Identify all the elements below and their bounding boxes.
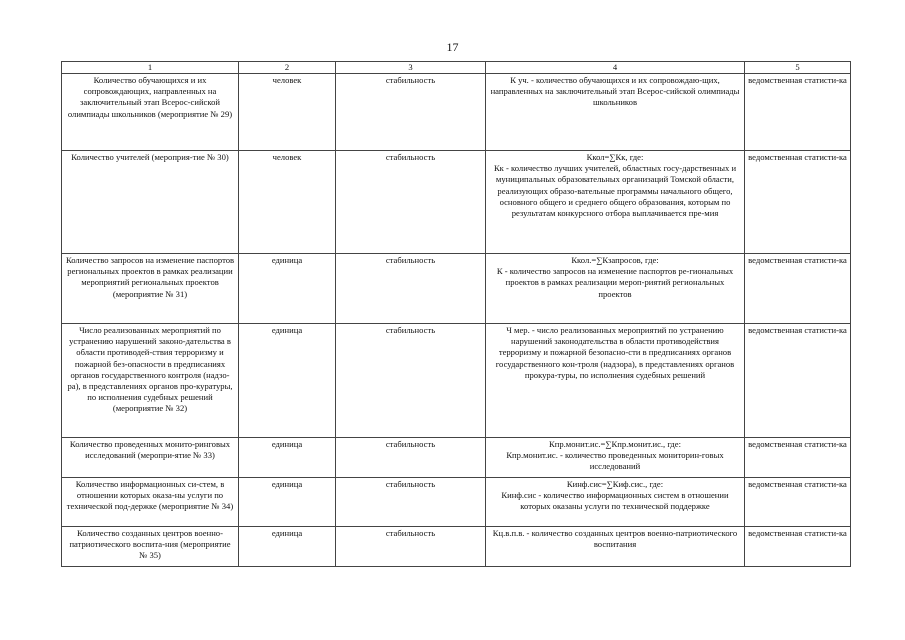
formula-cell [486, 74, 745, 151]
formula-line: Ккол=∑Кк, где: [586, 152, 644, 162]
table-header-row [62, 62, 851, 74]
table-row [62, 74, 851, 151]
formula-line: Кпр.монит.ис.=∑Кпр.монит.ис., где: [549, 439, 681, 449]
source-cell: ведомственная статисти-ка [745, 478, 851, 527]
indicator-cell: Количество созданных центров военно-патриотического воспита-ния (мероприятие № 35) [62, 527, 239, 567]
page-number: 17 [446, 40, 459, 54]
indicator-cell: Количество запросов на изменение паспортов региональных проектов в рамках реализации мероприятий региональных проектов (мероприятие № 31) [62, 254, 239, 324]
dynamics-cell: стабильность [336, 478, 486, 527]
dynamics-cell: стабильность [336, 527, 486, 567]
formula-cell [486, 527, 745, 567]
unit-cell: единица [239, 324, 336, 438]
source-cell: ведомственная статисти-ка [745, 151, 851, 254]
column-header: 4 [486, 62, 745, 74]
indicator-cell: Количество учителей (мероприя-тие № 30) [62, 151, 239, 254]
formula-line: К уч. - количество обучающихся и их сопровождаю-щих, направленных на заключительный этап Всерос-сийской олимпиады школьников [490, 75, 740, 108]
unit-cell: человек [239, 151, 336, 254]
dynamics-cell: стабильность [336, 74, 486, 151]
table-row [62, 324, 851, 438]
formula-line: Ч мер. - число реализованных мероприятий по устранению нарушений законодательства в области противодействия терроризму и пожарной безопасно-сти в предписаниях органов государственного кон-троля (надзора), в представлениях органов прокура-туры, по исполнения судебных решений [495, 325, 735, 380]
dynamics-cell: стабильность [336, 324, 486, 438]
formula-line: Кинф.сис - количество информационных систем в отношении которых оказаны услуги по технической поддержке [501, 490, 729, 512]
table-row [62, 527, 851, 567]
column-header: 1 [62, 62, 239, 74]
column-header: 5 [745, 62, 851, 74]
indicators-table [61, 61, 851, 567]
unit-cell: человек [239, 74, 336, 151]
formula-cell [486, 254, 745, 324]
unit-cell: единица [239, 438, 336, 478]
formula-cell [486, 438, 745, 478]
dynamics-cell: стабильность [336, 151, 486, 254]
formula-cell [486, 151, 745, 254]
source-cell: ведомственная статисти-ка [745, 324, 851, 438]
formula-line: Кинф.сис=∑Киф.сис., где: [566, 479, 664, 489]
unit-cell: единица [239, 254, 336, 324]
formula-cell [486, 478, 745, 527]
indicator-cell: Число реализованных мероприятий по устранению нарушений законо-дательства в области противодей-ствия терроризму и пожарной без-опасности в предписаниях органов государственного контроля (надзо-ра), в представлениях органов про-куратуры, по исполнения судебных решений (мероприятие № 32) [62, 324, 239, 438]
column-header: 2 [239, 62, 336, 74]
unit-cell: единица [239, 527, 336, 567]
table-row [62, 478, 851, 527]
source-cell: ведомственная статисти-ка [745, 254, 851, 324]
table-row [62, 254, 851, 324]
column-header: 3 [336, 62, 486, 74]
formula-line: Ккол.=∑Кзапросов, где: [571, 255, 659, 265]
formula-cell [486, 324, 745, 438]
dynamics-cell: стабильность [336, 254, 486, 324]
table-row [62, 151, 851, 254]
dynamics-cell: стабильность [336, 438, 486, 478]
formula-line: Кпр.монит.ис. - количество проведенных мониторин-говых исследований [506, 450, 724, 472]
unit-cell: единица [239, 478, 336, 527]
indicator-cell: Количество обучающихся и их сопровождающих, направленных на заключительный этап Всерос-сийской олимпиады школьников (мероприятие № 29) [62, 74, 239, 151]
indicator-cell: Количество проведенных монито-ринговых исследований (меропри-ятие № 33) [62, 438, 239, 478]
formula-line: Кк - количество лучших учителей, областных госу-дарственных и муниципальных образовательных организаций Томской области, реализующих образо-вательные программы начального общего, основного общего и среднего общего образования, которым по результатам конкурсного отбора выплачивается пре-мия [493, 163, 737, 219]
source-cell: ведомственная статисти-ка [745, 74, 851, 151]
source-cell: ведомственная статисти-ка [745, 527, 851, 567]
source-cell: ведомственная статисти-ка [745, 438, 851, 478]
table-row [62, 438, 851, 478]
indicator-cell: Количество информационных си-стем, в отношении которых оказа-ны услуги по технической под-держке (мероприятие № 34) [62, 478, 239, 527]
formula-line: Кц.в.п.в. - количество созданных центров военно-патриотического воспитания [492, 528, 738, 550]
formula-line: К - количество запросов на изменение паспортов ре-гиональных проектов в рамках реализации мероп-риятий региональных проектов [496, 266, 734, 299]
